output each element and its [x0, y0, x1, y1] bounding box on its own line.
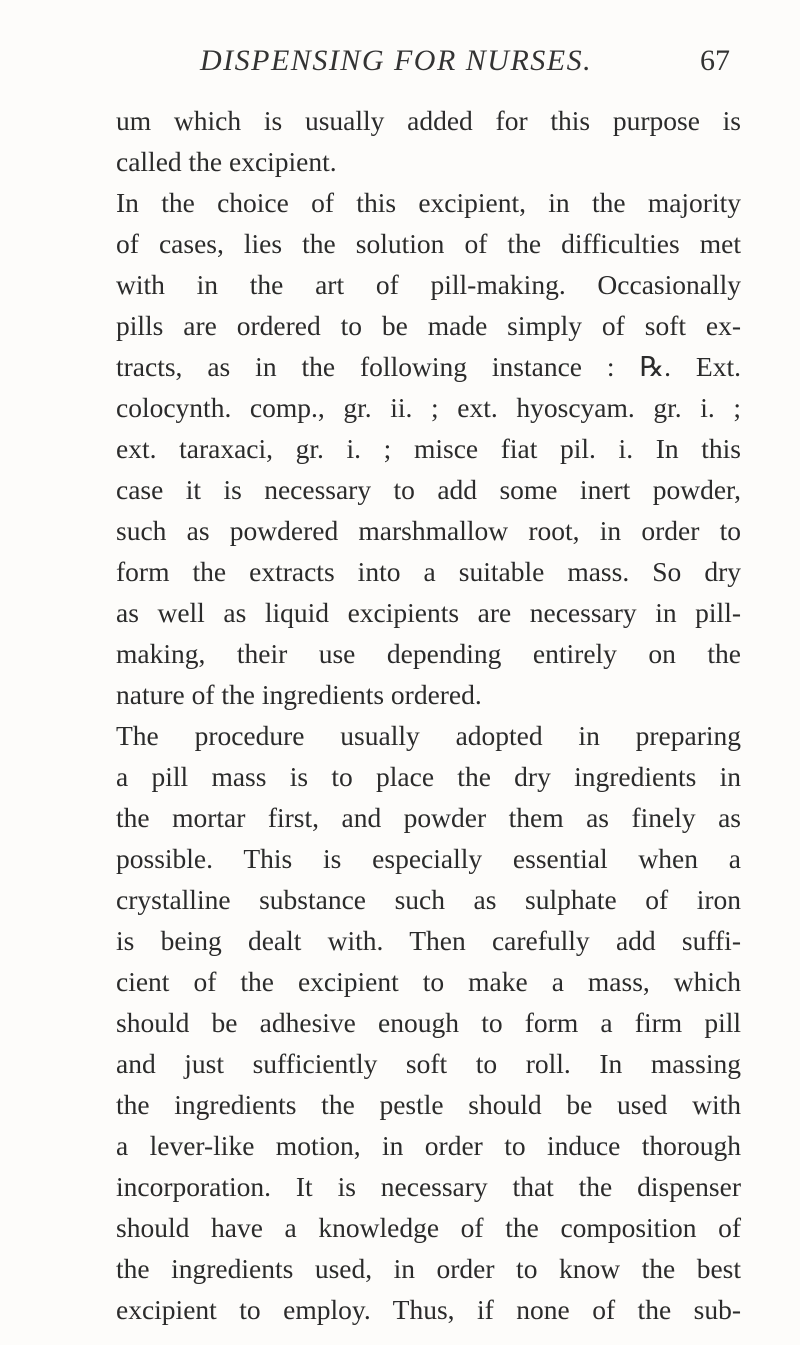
body-text — [116, 100, 741, 1330]
text-line: should be adhesive enough to form a firm pill — [116, 1007, 741, 1038]
text-line: ext. taraxaci, gr. i. ; misce fiat pil. i. In this — [116, 433, 741, 464]
text-line: such as powdered marshmallow root, in order to — [116, 515, 741, 546]
text-line: the ingredients used, in order to know the best — [116, 1253, 741, 1284]
running-title: DISPENSING FOR NURSES. — [200, 44, 593, 77]
text-line: crystalline substance such as sulphate of iron — [116, 884, 741, 915]
text-line: tracts, as in the following instance : ℞. Ext. — [116, 351, 741, 382]
text-line: a pill mass is to place the dry ingredients in — [116, 761, 741, 792]
text-line: In the choice of this excipient, in the majority — [116, 187, 741, 218]
page-number: 67 — [700, 44, 730, 77]
text-line: and just sufficiently soft to roll. In massing — [116, 1048, 741, 1079]
text-line: a lever-like motion, in order to induce thorough — [116, 1130, 741, 1161]
text-line: incorporation. It is necessary that the dispenser — [116, 1171, 741, 1202]
text-line: case it is necessary to add some inert powder, — [116, 474, 741, 505]
text-line: called the excipient. — [116, 146, 337, 177]
text-line: The procedure usually adopted in preparing — [116, 720, 741, 751]
text-line: as well as liquid excipients are necessary in pill- — [116, 597, 741, 628]
text-line: form the extracts into a suitable mass. So dry — [116, 556, 741, 587]
text-line: pills are ordered to be made simply of soft ex- — [116, 310, 741, 341]
text-line: making, their use depending entirely on the — [116, 638, 741, 669]
text-line: nature of the ingredients ordered. — [116, 679, 482, 710]
text-line: cient of the excipient to make a mass, which — [116, 966, 741, 997]
text-line: is being dealt with. Then carefully add suffi- — [116, 925, 741, 956]
text-line: possible. This is especially essential when a — [116, 843, 741, 874]
text-line: um which is usually added for this purpose is — [116, 105, 741, 136]
running-head — [200, 44, 730, 84]
text-line: with in the art of pill-making. Occasionally — [116, 269, 741, 300]
text-line: should have a knowledge of the composition of — [116, 1212, 741, 1243]
text-line: excipient to employ. Thus, if none of the sub- — [116, 1294, 741, 1325]
text-line: the mortar first, and powder them as finely as — [116, 802, 741, 833]
text-line: of cases, lies the solution of the difficulties met — [116, 228, 741, 259]
text-line: colocynth. comp., gr. ii. ; ext. hyoscyam. gr. i. ; — [116, 392, 741, 423]
text-line: the ingredients the pestle should be used with — [116, 1089, 741, 1120]
